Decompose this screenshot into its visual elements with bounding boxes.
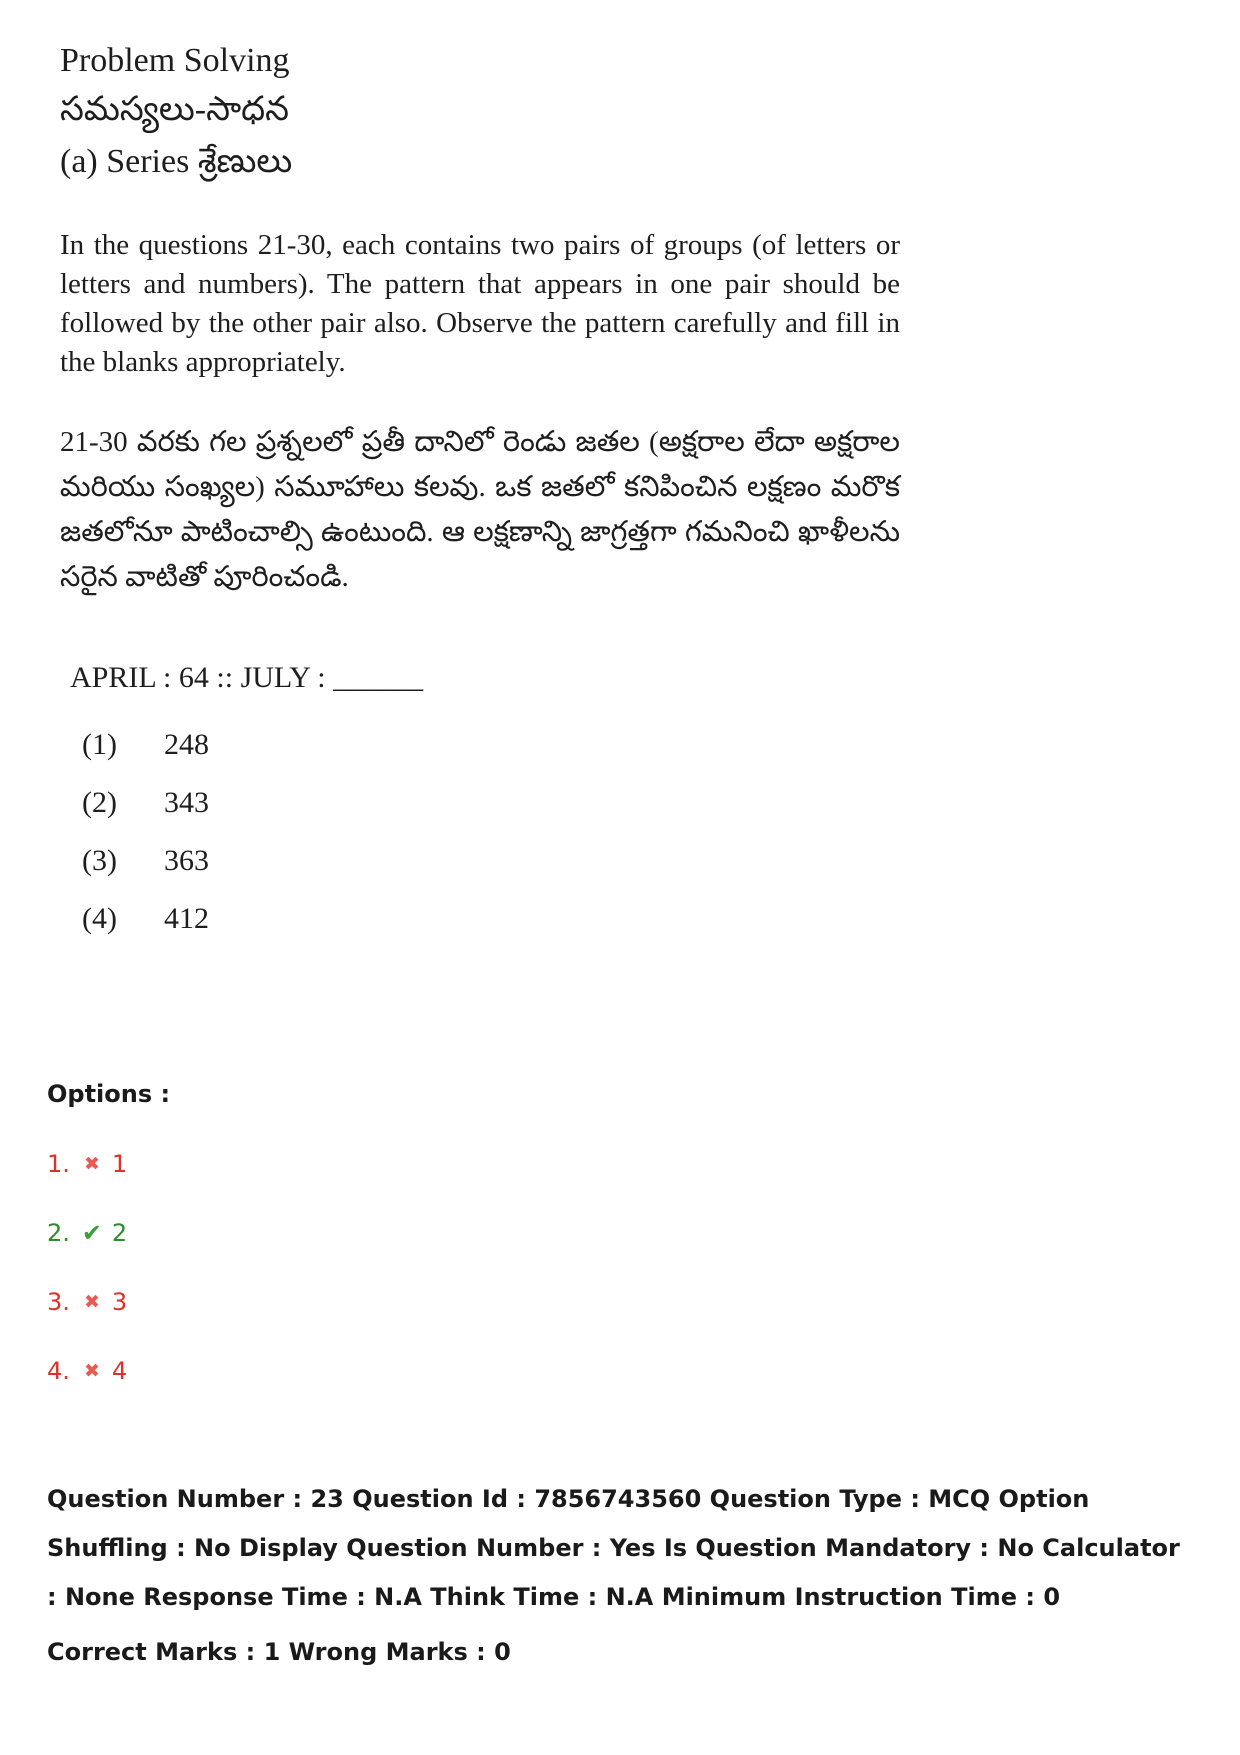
option-prefix: 3. bbox=[47, 1288, 70, 1316]
question-text: APRIL : 64 :: JULY : ______ bbox=[70, 661, 424, 694]
cross-icon: ✖ bbox=[83, 1291, 100, 1313]
choice-value: 412 bbox=[164, 902, 209, 935]
options-label: Options : bbox=[47, 1080, 171, 1108]
option-1 bbox=[47, 1150, 127, 1178]
question-info: Question Number : 23 Question Id : 7856743560 Question Type : MCQ Option Shuffling : No Display Question Number : Yes Is Question Mandatory : No Calculator : None Response Time : N.A Think Time : N.A Minimum Instruction Time : 0 bbox=[47, 1485, 1180, 1611]
marks-info: Correct Marks : 1 Wrong Marks : 0 bbox=[47, 1638, 511, 1666]
question-image bbox=[60, 38, 920, 948]
cross-icon: ✖ bbox=[83, 1153, 100, 1175]
section-title: (a) Series శ్రేణులు bbox=[60, 143, 293, 180]
option-prefix: 2. bbox=[47, 1219, 70, 1247]
cross-icon: ✖ bbox=[83, 1360, 100, 1382]
heading-telugu: సమస్యలు-సాధన bbox=[60, 91, 290, 128]
option-text: 2 bbox=[111, 1219, 128, 1247]
choice-value: 343 bbox=[164, 786, 209, 819]
option-prefix: 1. bbox=[47, 1150, 70, 1178]
option-3 bbox=[47, 1288, 127, 1316]
choice-number: (3) bbox=[82, 844, 117, 877]
choice-item bbox=[82, 774, 920, 832]
choice-number: (4) bbox=[82, 902, 117, 935]
choice-value: 363 bbox=[164, 844, 209, 877]
heading: Problem Solving bbox=[60, 42, 290, 79]
option-2 bbox=[47, 1219, 127, 1247]
choice-item bbox=[82, 832, 920, 890]
option-text: 1 bbox=[111, 1150, 128, 1178]
option-4 bbox=[47, 1357, 127, 1385]
option-prefix: 4. bbox=[47, 1357, 70, 1385]
choice-item bbox=[82, 716, 920, 774]
option-text: 3 bbox=[111, 1288, 128, 1316]
choice-number: (2) bbox=[82, 786, 117, 819]
instructions-english: In the questions 21-30, each contains two pairs of groups (of letters or letters and numbers). The pattern that appears in one pair should be followed by the other pair also. Observe the pattern carefully and fill in the blanks appropriately. bbox=[60, 229, 900, 378]
choice-item bbox=[82, 890, 920, 948]
choice-list bbox=[82, 716, 920, 948]
instructions-telugu: 21-30 వరకు గల ప్రశ్నలలో ప్రతీ దానిలో రెండు జతల (అక్షరాల లేదా అక్షరాల మరియు సంఖ్యల) సమూహాలు కలవు. ఒక జతలో కనిపించిన లక్షణం మరొక జతలోనూ పాటించాల్సి ఉంటుంది. ఆ లక్షణాన్ని జాగ్రత్తగా గమనించి ఖాళీలను సరైన వాటితో పూరించండి. bbox=[60, 426, 900, 593]
choice-number: (1) bbox=[82, 728, 117, 761]
option-text: 4 bbox=[111, 1357, 128, 1385]
check-icon: ✔ bbox=[81, 1219, 102, 1247]
choice-value: 248 bbox=[164, 728, 209, 761]
